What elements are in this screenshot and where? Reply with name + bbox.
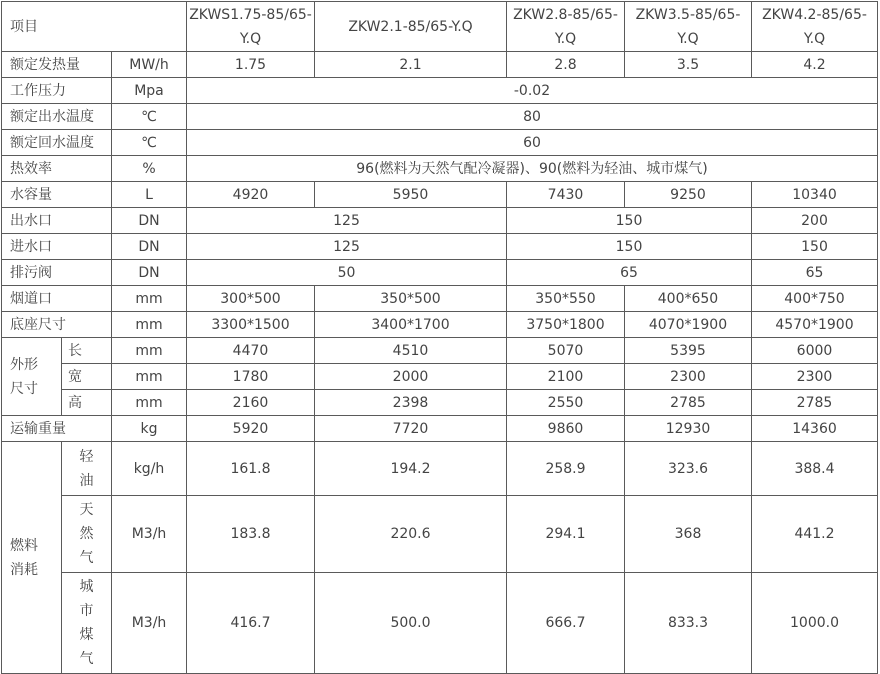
spec-table: [1, 1, 878, 674]
table-row: [2, 260, 878, 286]
value-cell: 5395: [625, 338, 752, 364]
table-row: [2, 130, 878, 156]
value-cell: 150: [507, 234, 752, 260]
row-label: 底座尺寸: [2, 312, 112, 338]
sub-label: [62, 573, 112, 674]
table-row: [2, 573, 878, 674]
table-row: [2, 182, 878, 208]
value-cell: 2300: [752, 364, 878, 390]
value-cell: 5950: [315, 182, 507, 208]
value-cell: 96(燃料为天然气配冷凝器)、90(燃料为轻油、城市煤气): [187, 156, 878, 182]
unit-cell: kg/h: [112, 442, 187, 496]
unit-cell: mm: [112, 364, 187, 390]
value-cell: 2550: [507, 390, 625, 416]
value-cell: 4070*1900: [625, 312, 752, 338]
unit-cell: mm: [112, 312, 187, 338]
value-cell: 258.9: [507, 442, 625, 496]
group-label: [2, 338, 62, 416]
item-header: 项目: [2, 2, 187, 52]
value-cell: 441.2: [752, 496, 878, 573]
value-cell: 3300*1500: [187, 312, 315, 338]
value-cell: 2160: [187, 390, 315, 416]
value-cell: 7720: [315, 416, 507, 442]
unit-cell: ℃: [112, 130, 187, 156]
value-cell: 833.3: [625, 573, 752, 674]
table-row: [2, 156, 878, 182]
value-cell: 5070: [507, 338, 625, 364]
unit-cell: DN: [112, 234, 187, 260]
sub-label: [62, 442, 112, 496]
table-row: [2, 390, 878, 416]
table-row: [2, 78, 878, 104]
value-cell: 2000: [315, 364, 507, 390]
value-cell: 2398: [315, 390, 507, 416]
value-cell: 350*550: [507, 286, 625, 312]
sub-label: 宽: [62, 364, 112, 390]
model-header: ZKW3.5-85/65-Y.Q: [625, 2, 752, 52]
value-cell: 14360: [752, 416, 878, 442]
value-cell: 7430: [507, 182, 625, 208]
fuel-type-label: 城市煤气: [79, 579, 94, 667]
dimensions-label: 外形尺寸: [10, 356, 38, 397]
unit-cell: L: [112, 182, 187, 208]
value-cell: 60: [187, 130, 878, 156]
row-label: 排污阀: [2, 260, 112, 286]
table-row: [2, 286, 878, 312]
unit-cell: %: [112, 156, 187, 182]
value-cell: 2785: [625, 390, 752, 416]
table-row: [2, 442, 878, 496]
value-cell: 2100: [507, 364, 625, 390]
sub-label: 高: [62, 390, 112, 416]
value-cell: 150: [752, 234, 878, 260]
value-cell: 400*750: [752, 286, 878, 312]
table-row: [2, 208, 878, 234]
fuel-type-label: 天然气: [79, 502, 94, 566]
row-label: 水容量: [2, 182, 112, 208]
value-cell: 80: [187, 104, 878, 130]
value-cell: 1000.0: [752, 573, 878, 674]
model-header: ZKWS1.75-85/65-Y.Q: [187, 2, 315, 52]
value-cell: 300*500: [187, 286, 315, 312]
unit-cell: DN: [112, 208, 187, 234]
value-cell: 150: [507, 208, 752, 234]
row-label: 运输重量: [2, 416, 112, 442]
unit-cell: M3/h: [112, 496, 187, 573]
value-cell: 12930: [625, 416, 752, 442]
value-cell: 500.0: [315, 573, 507, 674]
fuel-label: 燃料消耗: [10, 537, 38, 578]
value-cell: 1780: [187, 364, 315, 390]
value-cell: 388.4: [752, 442, 878, 496]
row-label: 工作压力: [2, 78, 112, 104]
unit-cell: ℃: [112, 104, 187, 130]
value-cell: 3400*1700: [315, 312, 507, 338]
unit-cell: M3/h: [112, 573, 187, 674]
row-label: 出水口: [2, 208, 112, 234]
value-cell: 9250: [625, 182, 752, 208]
unit-cell: mm: [112, 338, 187, 364]
row-label: 额定回水温度: [2, 130, 112, 156]
value-cell: 50: [187, 260, 507, 286]
value-cell: 323.6: [625, 442, 752, 496]
value-cell: 65: [752, 260, 878, 286]
table-row: [2, 104, 878, 130]
model-header: ZKW2.8-85/65-Y.Q: [507, 2, 625, 52]
row-label: 热效率: [2, 156, 112, 182]
value-cell: 5920: [187, 416, 315, 442]
table-row: [2, 52, 878, 78]
value-cell: 3.5: [625, 52, 752, 78]
table-row: [2, 496, 878, 573]
value-cell: 666.7: [507, 573, 625, 674]
row-label: 额定出水温度: [2, 104, 112, 130]
value-cell: 416.7: [187, 573, 315, 674]
value-cell: 3750*1800: [507, 312, 625, 338]
value-cell: -0.02: [187, 78, 878, 104]
value-cell: 125: [187, 208, 507, 234]
model-header: ZKW4.2-85/65-Y.Q: [752, 2, 878, 52]
model-header: ZKW2.1-85/65-Y.Q: [315, 2, 507, 52]
value-cell: 161.8: [187, 442, 315, 496]
value-cell: 125: [187, 234, 507, 260]
value-cell: 4570*1900: [752, 312, 878, 338]
value-cell: 65: [507, 260, 752, 286]
value-cell: 2785: [752, 390, 878, 416]
value-cell: 350*500: [315, 286, 507, 312]
table-row: [2, 338, 878, 364]
value-cell: 2.1: [315, 52, 507, 78]
value-cell: 194.2: [315, 442, 507, 496]
table-row: [2, 234, 878, 260]
value-cell: 400*650: [625, 286, 752, 312]
fuel-type-label: 轻油: [79, 448, 94, 489]
value-cell: 4470: [187, 338, 315, 364]
unit-cell: mm: [112, 390, 187, 416]
table-row: [2, 416, 878, 442]
unit-cell: mm: [112, 286, 187, 312]
table-row: [2, 364, 878, 390]
value-cell: 368: [625, 496, 752, 573]
value-cell: 4920: [187, 182, 315, 208]
table-row: [2, 312, 878, 338]
value-cell: 220.6: [315, 496, 507, 573]
value-cell: 183.8: [187, 496, 315, 573]
value-cell: 2300: [625, 364, 752, 390]
row-label: 进水口: [2, 234, 112, 260]
value-cell: 200: [752, 208, 878, 234]
header-row: [2, 2, 878, 52]
value-cell: 4.2: [752, 52, 878, 78]
value-cell: 2.8: [507, 52, 625, 78]
value-cell: 1.75: [187, 52, 315, 78]
unit-cell: DN: [112, 260, 187, 286]
value-cell: 6000: [752, 338, 878, 364]
group-label: [2, 442, 62, 674]
unit-cell: MW/h: [112, 52, 187, 78]
row-label: 额定发热量: [2, 52, 112, 78]
unit-cell: kg: [112, 416, 187, 442]
value-cell: 10340: [752, 182, 878, 208]
value-cell: 294.1: [507, 496, 625, 573]
sub-label: [62, 496, 112, 573]
value-cell: 4510: [315, 338, 507, 364]
value-cell: 9860: [507, 416, 625, 442]
sub-label: 长: [62, 338, 112, 364]
row-label: 烟道口: [2, 286, 112, 312]
unit-cell: Mpa: [112, 78, 187, 104]
